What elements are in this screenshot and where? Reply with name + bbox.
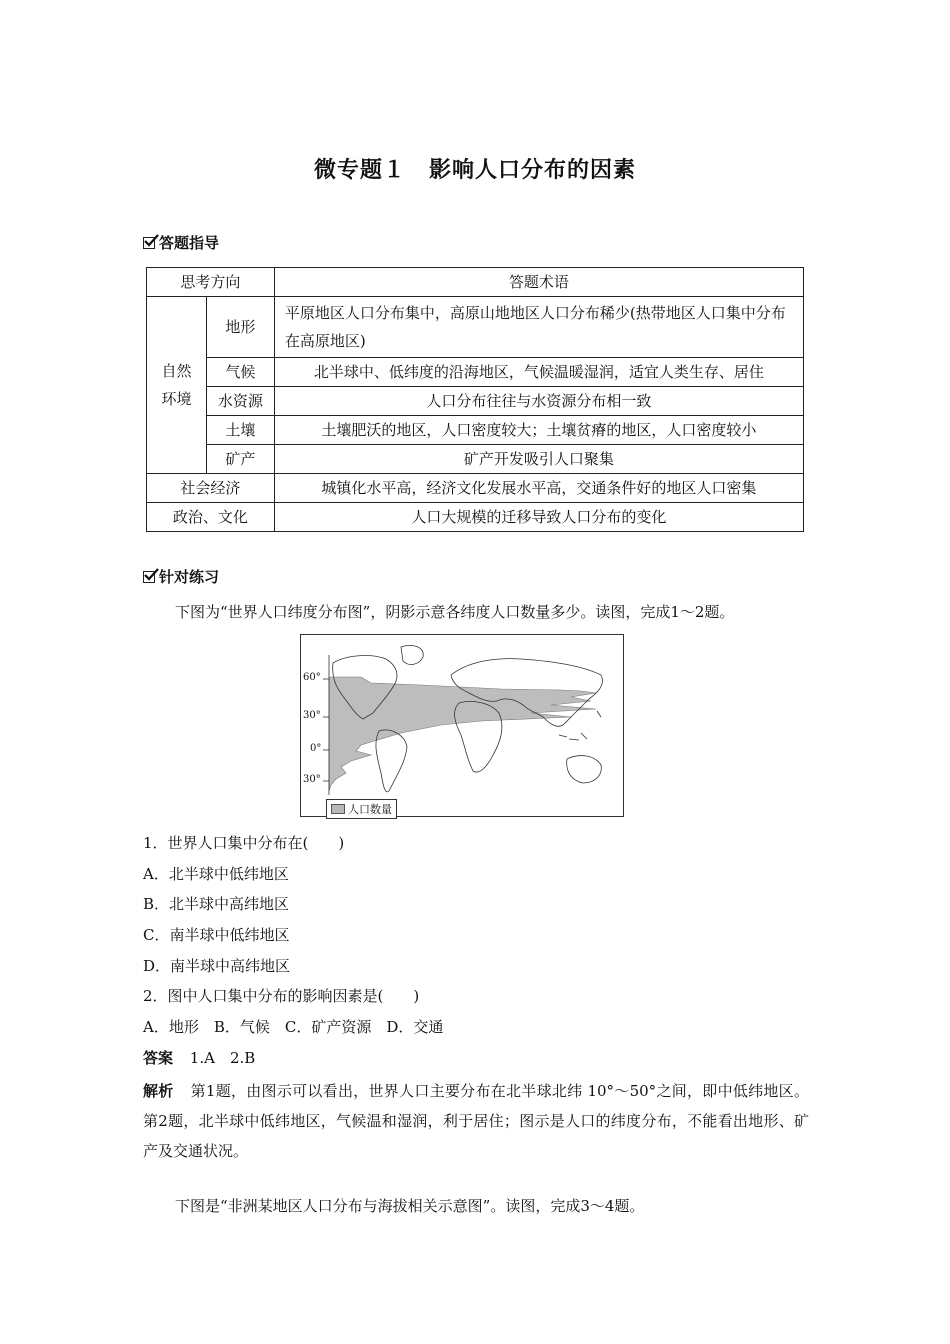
lat-label-0: 0° <box>310 743 322 754</box>
table-row <box>147 474 804 503</box>
continent-greenland <box>401 645 423 664</box>
analysis-text: 第1题，由图示可以看出，世界人口主要分布在北半球北纬 10°～50°之间，即中低纬地区。第2题，北半球中低纬地区，气候温和湿润，利于居住；图示是人口的纬度分布，不能看出地形、矿产及交通状况。 <box>143 1082 809 1160</box>
factor-cell: 社会经济 <box>147 474 275 503</box>
question-1-option-c: C．南半球中低纬地区 <box>143 926 290 944</box>
continent-australia <box>567 756 602 783</box>
answer-text: 1.A 2.B <box>189 1049 256 1067</box>
intro-paragraph-2: 下图是“非洲某地区人口分布与海拔相关示意图”。读图，完成3～4题。 <box>175 1197 645 1215</box>
analysis-label: 解析 <box>143 1082 174 1100</box>
section-heading-practice <box>143 566 219 587</box>
term-cell: 平原地区人口分布集中，高原山地地区人口分布稀少(热带地区人口集中分布在高原地区) <box>274 297 803 358</box>
section-heading-label: 答题指导 <box>159 234 220 252</box>
map-graphic <box>301 635 623 816</box>
section-heading-label: 针对练习 <box>159 568 220 586</box>
table-row <box>147 445 804 474</box>
term-cell: 人口大规模的迁移导致人口分布的变化 <box>274 503 803 532</box>
analysis-paragraph <box>143 1076 809 1166</box>
table-row <box>147 503 804 532</box>
section-heading-guide <box>143 232 219 253</box>
islands-southeast-asia <box>559 711 601 740</box>
term-cell: 矿产开发吸引人口聚集 <box>274 445 803 474</box>
map-legend <box>326 799 397 819</box>
factor-cell: 土壤 <box>206 416 274 445</box>
question-2-options: A．地形 B．气候 C．矿产资源 D．交通 <box>143 1018 444 1036</box>
question-2-stem: 2．图中人口集中分布的影响因素是( ) <box>143 987 420 1005</box>
table-row <box>147 297 804 358</box>
natural-group-cell <box>147 297 207 474</box>
lat-label-60n: 60° <box>303 672 321 683</box>
world-population-map <box>300 634 624 817</box>
guide-table <box>146 267 804 532</box>
natural-group-label-2: 环境 <box>161 390 192 408</box>
question-1-option-d: D．南半球中高纬地区 <box>143 957 291 975</box>
question-1-option-b: B．北半球中高纬地区 <box>143 895 290 913</box>
natural-group-label: 自然 <box>161 362 192 380</box>
table-row <box>147 387 804 416</box>
header-direction: 思考方向 <box>147 268 275 297</box>
factor-cell: 水资源 <box>206 387 274 416</box>
table-header-row <box>147 268 804 297</box>
question-1-stem: 1．世界人口集中分布在( ) <box>143 834 345 852</box>
page-title: 微专题１ 影响人口分布的因素 <box>313 158 636 183</box>
term-cell: 人口分布往往与水资源分布相一致 <box>274 387 803 416</box>
factor-cell: 气候 <box>206 358 274 387</box>
factor-cell: 地形 <box>206 297 274 358</box>
table-row <box>147 358 804 387</box>
answer-line <box>143 1047 255 1068</box>
checkbox-icon <box>143 237 155 249</box>
legend-label: 人口数量 <box>348 803 392 816</box>
answer-label: 答案 <box>143 1049 174 1067</box>
term-cell: 城镇化水平高，经济文化发展水平高，交通条件好的地区人口密集 <box>274 474 803 503</box>
term-cell: 土壤肥沃的地区，人口密度较大；土壤贫瘠的地区，人口密度较小 <box>274 416 803 445</box>
factor-cell: 政治、文化 <box>147 503 275 532</box>
header-terms: 答题术语 <box>274 268 803 297</box>
question-1-option-a: A．北半球中低纬地区 <box>143 865 289 883</box>
legend-swatch <box>331 804 345 814</box>
checkbox-icon <box>143 571 155 583</box>
intro-paragraph-1: 下图为“世界人口纬度分布图”，阴影示意各纬度人口数量多少。读图，完成1～2题。 <box>175 603 735 621</box>
table-row <box>147 416 804 445</box>
lat-label-30s: 30° <box>303 774 321 785</box>
factor-cell: 矿产 <box>206 445 274 474</box>
population-shading <box>329 677 596 791</box>
lat-label-30n: 30° <box>303 710 321 721</box>
term-cell: 北半球中、低纬度的沿海地区，气候温暖湿润，适宜人类生存、居住 <box>274 358 803 387</box>
